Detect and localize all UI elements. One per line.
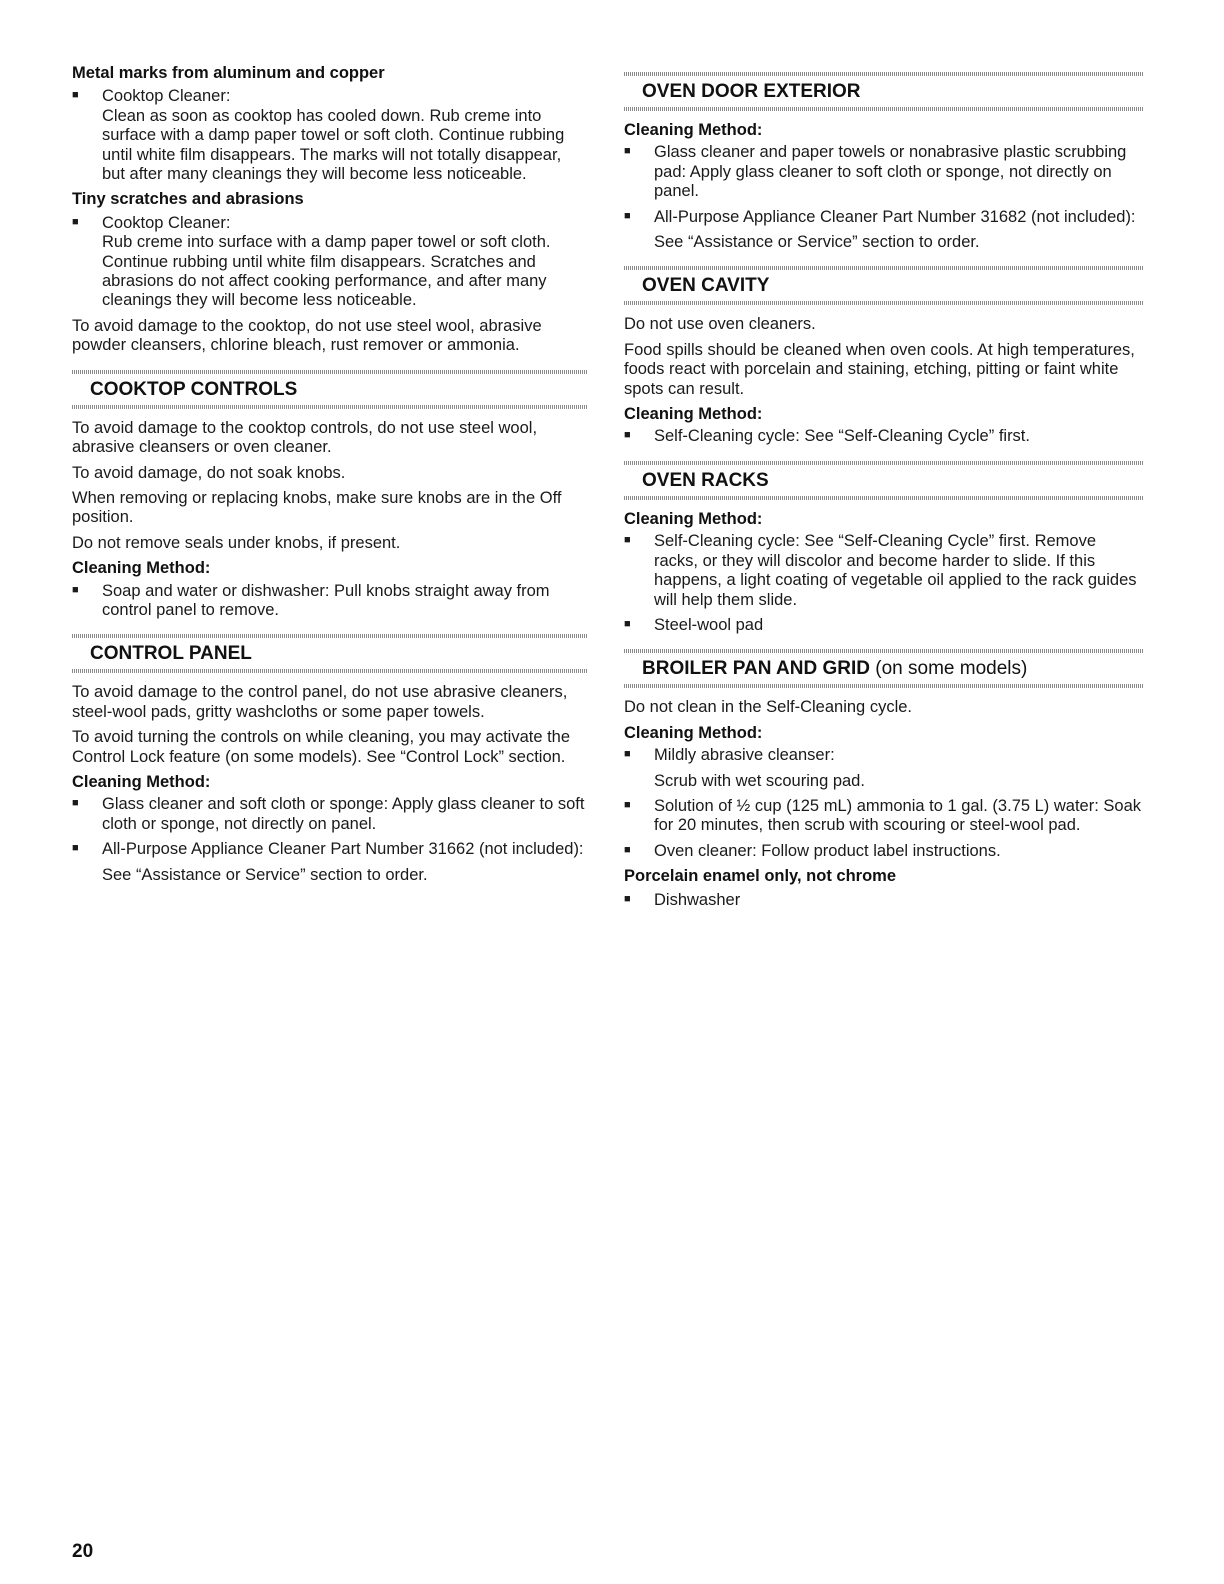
bullet-text: Clean as soon as cooktop has cooled down. Rub creme into surface with a damp paper towel or soft cloth. Continue rubbing until white film disappears. The marks will not totally disappear, but after many cleanings they will become less noticeable. [102,106,565,184]
section-oven-racks [624,461,1144,500]
section-title: CONTROL PANEL [90,643,252,665]
bullet-item: ■ Self-Cleaning cycle: See “Self-Cleaning Cycle” first. [624,427,1144,446]
bullet-item: ■ All-Purpose Appliance Cleaner Part Number 31682 (not included): [624,208,1144,227]
bullet-item: ■ Solution of ½ cup (125 mL) ammonia to 1 gal. (3.75 L) water: Soak for 20 minutes, then scrub with scouring or steel-wool pad. [624,797,1144,836]
bullet-item: ■ Glass cleaner and soft cloth or sponge: Apply glass cleaner to soft cloth or sponge, not directly on panel. [72,795,588,834]
section-rule-bottom [72,405,588,409]
bullet-text: Rub creme into surface with a damp paper towel or soft cloth. Continue rubbing until white film disappears. Scratches and abrasions do not affect cooking performance, and after many cleanings they will become less noticeable. [102,233,551,310]
section-rule-top [624,266,1144,270]
section-title: OVEN RACKS [642,469,769,491]
section-title: BROILER PAN AND GRID [642,658,870,680]
metal-marks-bullet [72,87,588,184]
bullet-item: ■ Self-Cleaning cycle: See “Self-Cleaning Cycle” first. Remove racks, or they will discolor and become harder to slide. If this happens, a light coating of vegetable oil applied to the rack guides will help them slide. [624,532,1144,610]
section-oven-cavity [624,266,1144,305]
bullet-item: ■ Dishwasher [624,891,1144,910]
bullet-label: ■ Cooktop Cleaner: [102,213,231,232]
section-title: COOKTOP CONTROLS [90,378,298,400]
section-rule-top [624,461,1144,465]
left-column [72,64,588,891]
paragraph: To avoid damage, do not soak knobs. [72,463,346,482]
bullet-note: See “Assistance or Service” section to order. [654,233,980,252]
bullet-item: ■ Soap and water or dishwasher: Pull knobs straight away from control panel to remove. [72,582,588,621]
metal-marks-heading: Metal marks from aluminum and copper [72,64,385,82]
paragraph: Food spills should be cleaned when oven cools. At high temperatures, foods react with porcelain and staining, etching, pitting or faint white spots can result. [624,340,1135,398]
scratches-heading: Tiny scratches and abrasions [72,190,304,209]
porcelain-heading: Porcelain enamel only, not chrome [624,867,897,886]
bullet-label: ■ Cooktop Cleaner: [102,87,231,106]
cleaning-method-label: Cleaning Method: [624,121,763,139]
section-rule-top [624,72,1144,76]
section-oven-door-exterior [624,72,1144,111]
bullet-item: ■ Glass cleaner and paper towels or nonabrasive plastic scrubbing pad: Apply glass cleaner to soft cloth or sponge, not directly on panel. [624,143,1144,201]
section-broiler-pan-and-grid [624,649,1144,688]
section-title: OVEN CAVITY [642,275,770,297]
bullet-item: ■ Steel-wool pad [624,616,1144,635]
section-cooktop-controls [72,370,588,409]
bullet-item: ■ Oven cleaner: Follow product label instructions. [624,842,1144,861]
cleaning-method-label: Cleaning Method: [72,559,211,578]
section-rule-bottom [624,301,1144,305]
bullet-item: ■ All-Purpose Appliance Cleaner Part Number 31662 (not included): [72,840,588,859]
bullet-item: ■ Mildly abrasive cleanser: [624,746,1144,765]
paragraph: Do not clean in the Self-Cleaning cycle. [624,698,912,717]
section-rule-top [624,649,1144,653]
section-title-suffix: (on some models) [875,658,1028,680]
section-rule-top [72,370,588,374]
section-title-row [642,658,1144,680]
cleaning-method-label: Cleaning Method: [624,405,763,424]
section-rule-bottom [72,669,588,673]
bullet-note: See “Assistance or Service” section to order. [102,865,428,884]
paragraph: Do not use oven cleaners. [624,315,816,334]
section-rule-top [72,634,588,638]
scratches-bullet [72,214,588,311]
section-rule-bottom [624,496,1144,500]
bullet-note: Scrub with wet scouring pad. [654,771,865,790]
paragraph: When removing or replacing knobs, make sure knobs are in the Off position. [72,488,562,527]
right-column [624,64,1144,916]
cleaning-method-label: Cleaning Method: [72,772,211,791]
paragraph: To avoid damage to the cooktop controls, do not use steel wool, abrasive cleansers or oven cleaner. [72,418,538,457]
cleaning-method-label: Cleaning Method: [624,723,763,742]
cooktop-warning: To avoid damage to the cooktop, do not use steel wool, abrasive powder cleansers, chlorine bleach, rust remover or ammonia. [72,316,542,355]
paragraph: To avoid turning the controls on while cleaning, you may activate the Control Lock feature (on some models). See “Control Lock” section. [72,728,571,766]
page-number: 20 [72,1541,94,1562]
cleaning-method-label: Cleaning Method: [624,509,763,528]
section-rule-bottom [624,684,1144,688]
paragraph: Do not remove seals under knobs, if present. [72,533,401,552]
section-control-panel [72,634,588,673]
paragraph: To avoid damage to the control panel, do not use abrasive cleaners, steel-wool pads, gritty washcloths or some paper towels. [72,683,568,721]
section-title: OVEN DOOR EXTERIOR [642,81,861,102]
section-rule-bottom [624,107,1144,111]
